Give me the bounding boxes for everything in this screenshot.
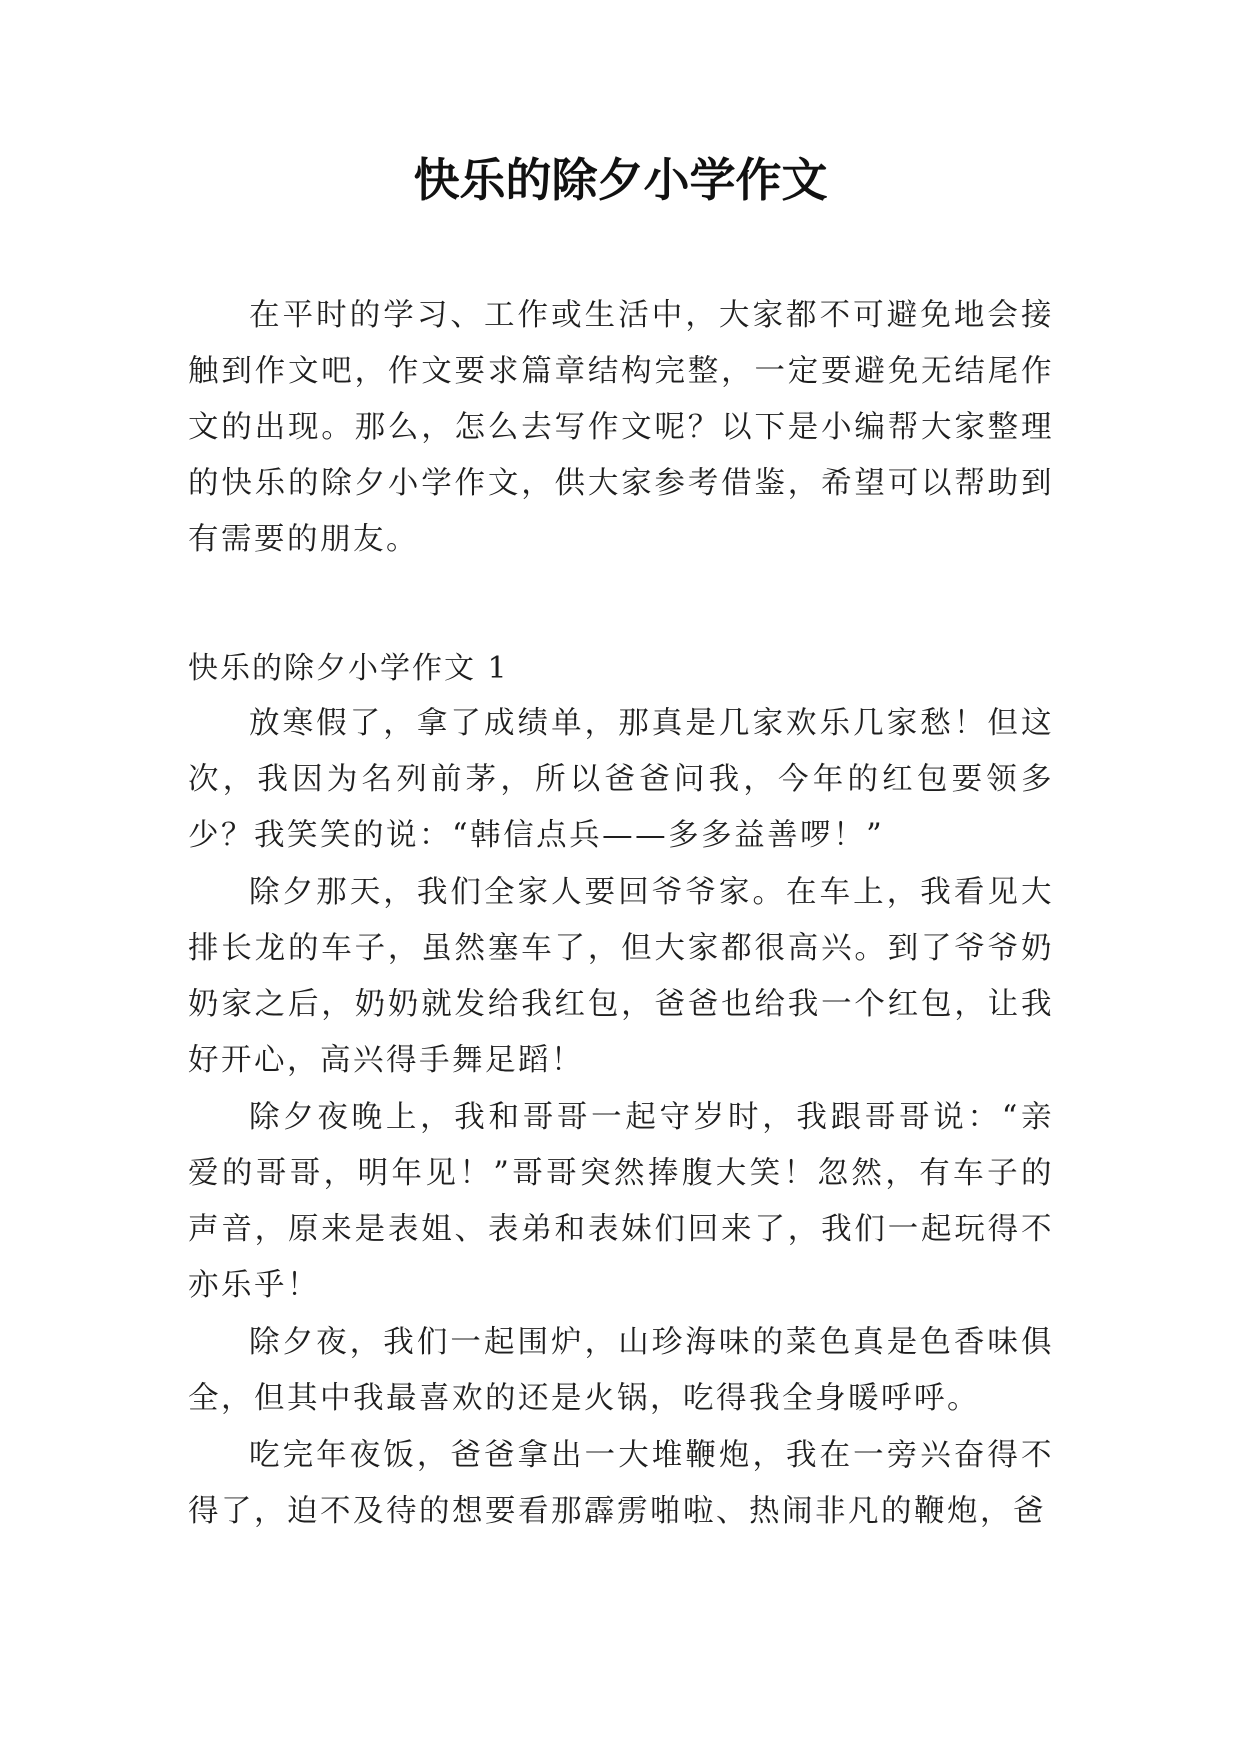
body-paragraph: 除夕那天，我们全家人要回爷爷家。在车上，我看见大排长龙的车子，虽然塞车了，但大家都很高兴。到了爷爷奶奶家之后，奶奶就发给我红包，爸爸也给我一个红包，让我好开心，高兴得手舞足蹈！ [188,875,1054,1078]
section-heading: 快乐的除夕小学作文 1 [188,651,509,686]
document-title: 快乐的除夕小学作文 [413,153,828,207]
body-paragraph: 除夕夜晚上，我和哥哥一起守岁时，我跟哥哥说：“亲爱的哥哥，明年见！”哥哥突然捧腹大笑！忽然，有车子的声音，原来是表姐、表弟和表妹们回来了，我们一起玩得不亦乐乎！ [188,1100,1054,1303]
body-paragraph: 吃完年夜饭，爸爸拿出一大堆鞭炮，我在一旁兴奋得不得了，迫不及待的想要看那霹雳啪啦、热闹非凡的鞭炮，爸 [188,1438,1054,1529]
intro-paragraph: 在平时的学习、工作或生活中，大家都不可避免地会接触到作文吧，作文要求篇章结构完整，一定要避免无结尾作文的出现。那么，怎么去写作文呢？以下是小编帮大家整理的快乐的除夕小学作文，供大家参考借鉴，希望可以帮助到有需要的朋友。 [188,298,1054,557]
body-paragraph: 除夕夜，我们一起围炉，山珍海味的菜色真是色香味俱全，但其中我最喜欢的还是火锅，吃得我全身暖呼呼。 [188,1325,1054,1416]
body-paragraph: 放寒假了，拿了成绩单，那真是几家欢乐几家愁！但这次，我因为名列前茅，所以爸爸问我，今年的红包要领多少？我笑笑的说：“韩信点兵——多多益善啰！” [188,706,1054,853]
